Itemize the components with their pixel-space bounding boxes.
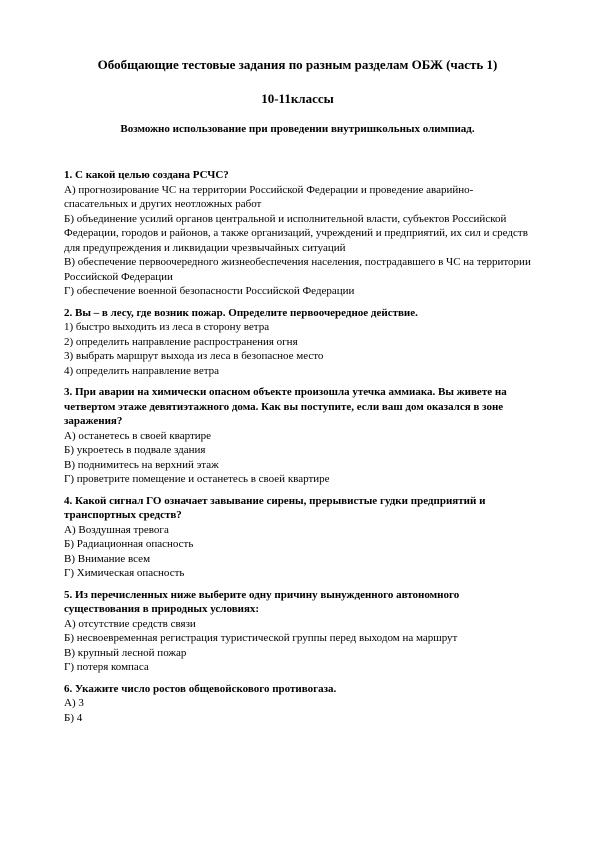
question-text: 5. Из перечисленных ниже выберите одну причину вынужденного автономного существования в природных условиях: bbox=[64, 588, 460, 615]
question-text: 4. Какой сигнал ГО означает завывание сирены, прерывистые гудки предприятий и транспортных средств? bbox=[64, 494, 486, 521]
answer-option: А) 3 bbox=[64, 697, 84, 709]
answer-option: Б) объединение усилий органов центральной и исполнительной власти, субъектов Российской Федерации, городов и районов, а также организаций, учреждений и предприятий, их сил и средств для предупреждения и ликвидации чрезвычайных ситуаций bbox=[64, 212, 528, 254]
answer-option: 4) определить направление ветра bbox=[64, 364, 220, 377]
question-5 bbox=[64, 588, 534, 675]
answer-option: Б) 4 bbox=[64, 711, 83, 724]
answer-option: Б) несвоевременная регистрация туристической группы перед выходом на маршрут bbox=[64, 632, 458, 644]
question-3 bbox=[64, 385, 534, 487]
answer-option: Б) укроетесь в подвале здания bbox=[64, 444, 206, 456]
question-text: 3. При аварии на химически опасном объекте произошла утечка аммиака. Вы живете на четвертом этаже девятиэтажного дома. Как вы поступите, если ваш дом оказался в зоне заражения? bbox=[64, 386, 507, 427]
usage-note: Возможно использование при проведении внутришкольных олимпиад. bbox=[120, 123, 475, 135]
answer-option: А) отсутствие средств связи bbox=[64, 617, 196, 630]
document-title: Обобщающие тестовые задания по разным разделам ОБЖ (часть 1) bbox=[97, 57, 498, 72]
question-2 bbox=[64, 306, 534, 379]
question-text: 6. Укажите число ростов общевойскового противогаза. bbox=[64, 682, 337, 695]
question-4 bbox=[64, 494, 534, 581]
question-1 bbox=[64, 168, 534, 299]
questions-list bbox=[64, 168, 534, 732]
answer-option: В) крупный лесной пожар bbox=[64, 646, 187, 659]
answer-option: Г) Химическая опасность bbox=[64, 567, 185, 579]
answer-option: В) обеспечение первоочередного жизнеобеспечения населения, пострадавшего в ЧС на территории Российской Федерации bbox=[64, 256, 531, 283]
answer-option: А) прогнозирование ЧС на территории Российской Федерации и проведение аварийно-спасательных и других неотложных работ bbox=[64, 183, 474, 210]
grade-subtitle: 10-11классы bbox=[261, 91, 334, 106]
answer-option: В) Внимание всем bbox=[64, 552, 151, 565]
answer-option: А) Воздушная тревога bbox=[64, 523, 169, 536]
answer-option: Г) обеспечение военной безопасности Российской Федерации bbox=[64, 285, 355, 297]
answer-option: А) останетесь в своей квартире bbox=[64, 429, 212, 442]
question-text: 1. С какой целью создана РСЧС? bbox=[64, 169, 229, 181]
answer-option: Г) потеря компаса bbox=[64, 661, 149, 673]
answer-option: Б) Радиационная опасность bbox=[64, 538, 194, 550]
answer-option: 1) быстро выходить из леса в сторону ветра bbox=[64, 321, 270, 333]
answer-option: В) поднимитесь на верхний этаж bbox=[64, 458, 219, 471]
question-text: 2. Вы – в лесу, где возник пожар. Определите первоочередное действие. bbox=[64, 306, 418, 319]
answer-option: 2) определить направление распространения огня bbox=[64, 335, 298, 348]
question-6 bbox=[64, 682, 534, 726]
answer-option: Г) проветрите помещение и останетесь в своей квартире bbox=[64, 473, 330, 485]
answer-option: 3) выбрать маршрут выхода из леса в безопасное место bbox=[64, 350, 324, 362]
